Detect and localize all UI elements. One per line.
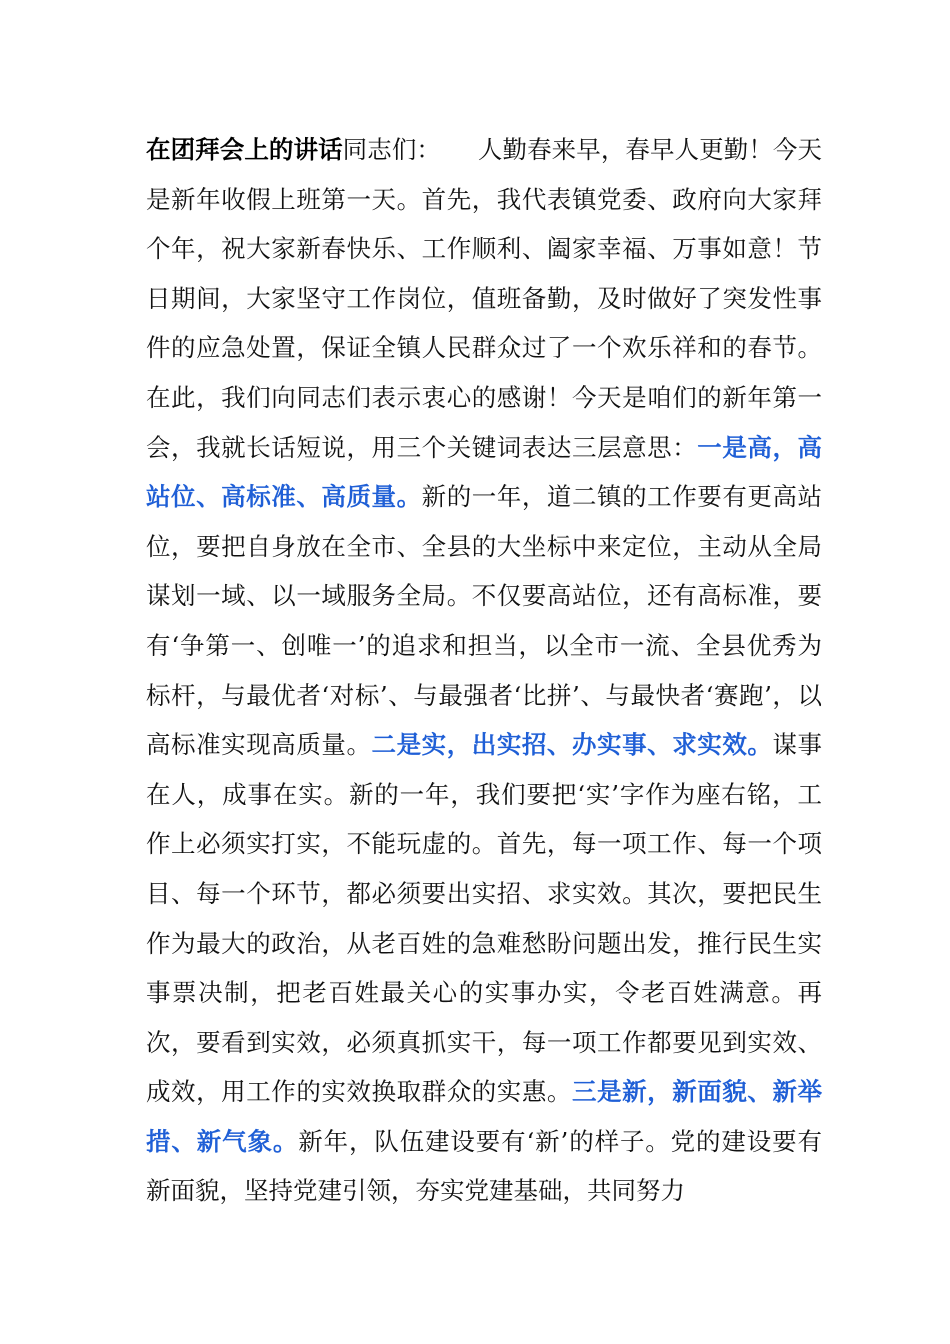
document-title: 在团拜会上的讲话: [146, 135, 343, 164]
speech-body: [146, 125, 822, 1216]
point-three-heading: 三是新，新面貌、新举措、新气象。: [146, 1077, 823, 1156]
point-one-heading: 一是高，高站位、高标准、高质量。: [146, 432, 823, 512]
point-three-body: 新年，队伍建设要有‘新’的样子。党的建设要有新面貌，坚持党建引领，夯实党建基础，共同努力: [146, 1126, 823, 1206]
point-two-heading: 二是实，出实招、办实事、求实效。: [371, 730, 773, 760]
speech-intro-paragraph: 同志们： 人勤春来早，春早人更勤！今天是新年收假上班第一天。首先，我代表镇党委、政府向大家拜个年，祝大家新春快乐、工作顺利、阖家幸福、万事如意！节日期间，大家坚守工作岗位，值班备勤，及时做好了突发性事件的应急处置，保证全镇人民群众过了一个欢乐祥和的春节。在此，我们向同志们表示衷心的感谢！今天是咱们的新年第一会，我就长话短说，用三个关键词表达三层意思：: [146, 135, 823, 462]
point-two-body: 谋事在人，成事在实。新的一年，我们要把‘实’字作为座右铭，工作上必须实打实，不能玩虚的。首先，每一项工作、每一个项目、每一个环节，都必须要出实招、求实效。其次，要把民生作为最大的政治，从老百姓的急难愁盼问题出发，推行民生实事票决制，把老百姓最关心的实事办实，令老百姓满意。再次，要看到实效，必须真抓实干，每一项工作都要见到实效、成效，用工作的实效换取群众的实惠。: [146, 730, 823, 1107]
point-one-body: 新的一年，道二镇的工作要有更高站位，要把自身放在全市、全县的大坐标中来定位，主动从全局谋划一域、以一域服务全局。不仅要高站位，还有高标准，要有‘争第一、创唯一’的追求和担当，以全市一流、全县优秀为标杆，与最优者‘对标’、与最强者‘比拼’、与最快者‘赛跑’，以高标准实现高质量。: [146, 482, 823, 760]
